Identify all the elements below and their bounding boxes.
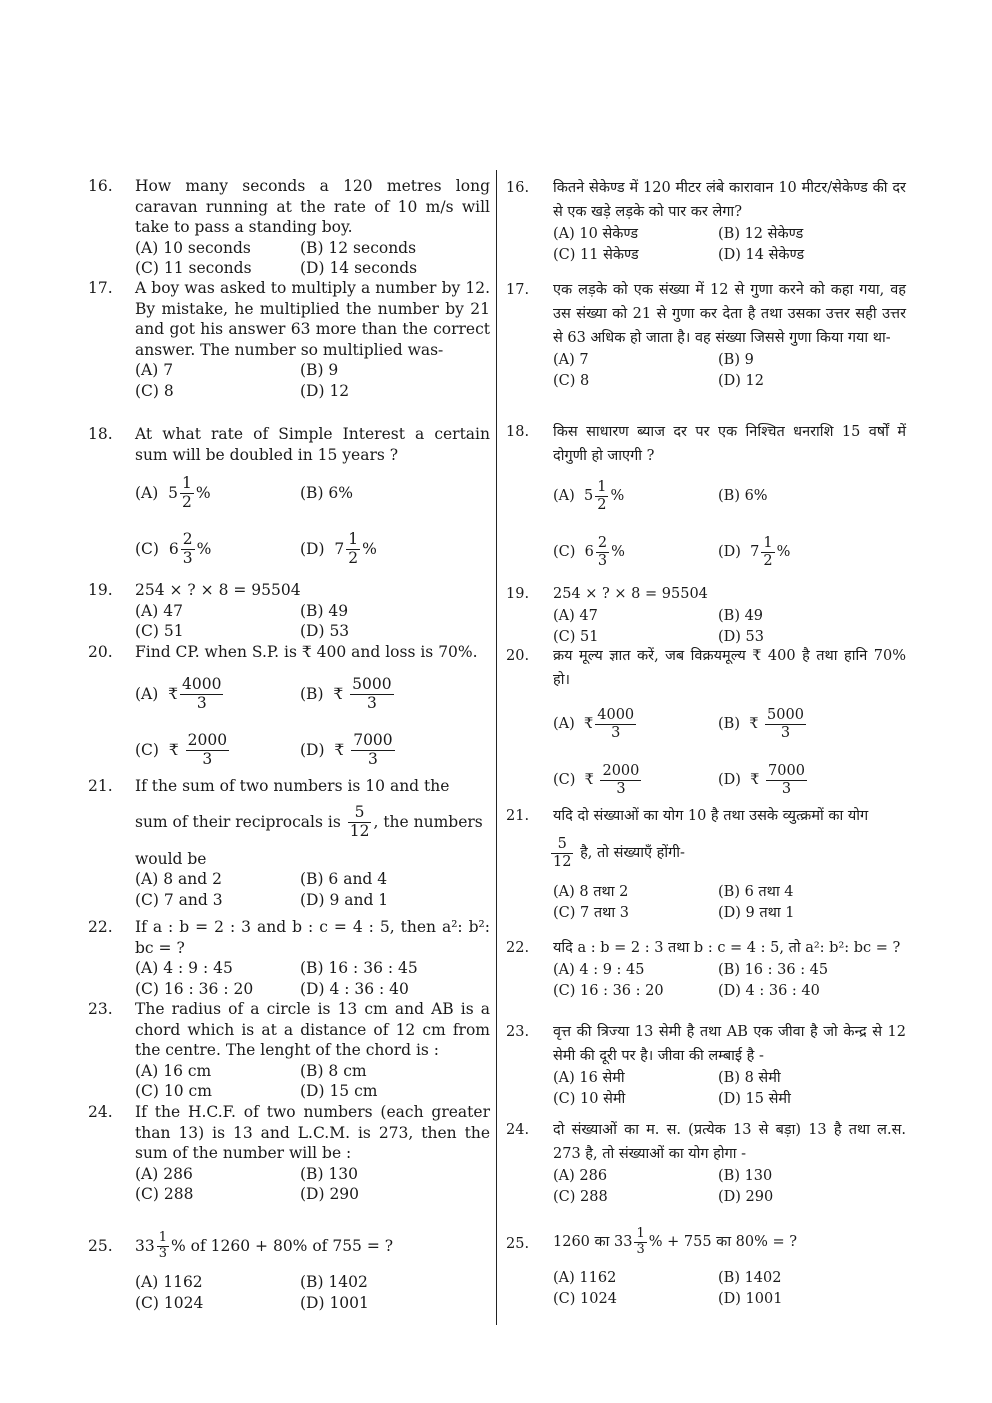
option-d: (D) 15 सेमी [718, 1091, 791, 1107]
options [553, 1166, 906, 1208]
question-number: 20. [506, 648, 530, 664]
question-number: 25. [506, 1236, 530, 1252]
question-text: 1260 का 33 $\frac{1}{3}$ % + 755 का 80% = ? [553, 1225, 798, 1257]
question-17 [88, 278, 490, 424]
options [553, 960, 906, 1002]
question-number: 23. [88, 1000, 113, 1018]
question-number: 24. [88, 1103, 113, 1121]
options [135, 1061, 490, 1102]
question-24 [88, 1102, 490, 1224]
option-a: (A) 10 सेकेण्ड [553, 226, 639, 242]
fraction: $\frac{4000}{3}$ [597, 706, 635, 741]
question-number: 22. [506, 940, 530, 956]
fraction: $\frac{1}{2}$ [182, 473, 192, 511]
option-b: (B) 9 [300, 361, 339, 379]
question-18-hi [506, 420, 906, 582]
option-d: (D) 53 [300, 622, 350, 640]
options [553, 1068, 906, 1110]
question-text: 33 $\frac{1}{3}$ % of 1260 + 80% of 755 = ? [135, 1229, 394, 1261]
option-c: (C) 8 [553, 373, 590, 389]
fraction: $\frac{2000}{3}$ [187, 731, 228, 768]
option-c: (C) 10 सेमी [553, 1091, 626, 1107]
fraction: $\frac{1}{2}$ [597, 478, 607, 513]
options [135, 465, 490, 577]
question-text-line2: $\frac{5}{12}$ है, तो संख्याएँ होंगी- [553, 835, 685, 870]
option-c: (C) 16 : 36 : 20 [135, 979, 254, 998]
question-number: 16. [88, 177, 113, 195]
question-number: 21. [506, 808, 530, 824]
fraction: $\frac{7000}{3}$ [353, 731, 393, 768]
question-19-hi [506, 582, 906, 644]
fraction: $\frac{5000}{3}$ [352, 675, 392, 712]
option-c: (C) 11 सेकेण्ड [553, 247, 639, 263]
option-c: (C) 1024 [553, 1291, 617, 1307]
options [553, 224, 906, 266]
options [135, 667, 490, 779]
option-b: (B) 130 [300, 1164, 358, 1183]
option-d: (D) 1001 [718, 1291, 783, 1307]
option-c: (C) 288 [135, 1185, 194, 1203]
question-text-line1: यदि दो संख्याओं का योग 10 है तथा उसके व्युत्क्रमों का योग [553, 808, 869, 824]
option-b: (B) 8 cm [300, 1061, 367, 1080]
option-b: (B) 1402 [300, 1273, 368, 1291]
question-text: At what rate of Simple Interest a certain sum will be doubled in 15 years ? [135, 425, 490, 464]
fraction: $\frac{1}{3}$ [636, 1225, 645, 1257]
options [135, 601, 490, 642]
question-text: A boy was asked to multiply a number by 12. By mistake, he multiplied the number by 21 and got his answer 63 more than the correct answer. The number so multiplied was- [135, 279, 490, 359]
options [553, 882, 906, 924]
question-text: क्रय मूल्य ज्ञात करें, जब विक्रयमूल्य ₹ 400 है तथा हानि 70% हो। [553, 648, 906, 688]
option-a: (A) 47 [553, 608, 598, 624]
option-d: (D) 1001 [300, 1293, 369, 1312]
option-d: (D) 4 : 36 : 40 [300, 979, 409, 998]
option-b: (B) 6% [300, 483, 354, 502]
question-23-hi [506, 1020, 906, 1118]
question-text-line2: sum of their reciprocals is $\frac{5}{12}$ , the numbers [135, 803, 483, 840]
options [553, 350, 906, 392]
question-16-hi [506, 176, 906, 278]
option-b: (B) 8 सेमी [718, 1070, 781, 1086]
question-20 [88, 642, 490, 776]
english-column [88, 176, 490, 1313]
option-c: (C) 288 [553, 1189, 608, 1205]
question-text: If a : b = 2 : 3 and b : c = 4 : 5, then a²: b²: bc = ? [135, 918, 490, 957]
question-18 [88, 424, 490, 580]
option-c: (C) 11 seconds [135, 259, 252, 277]
option-b: (B) 6% [718, 487, 768, 504]
question-text: 254 × ? × 8 = 95504 [135, 581, 301, 599]
option-d: (D) 290 [718, 1189, 774, 1205]
question-19 [88, 580, 490, 642]
option-d: (D) 14 seconds [300, 259, 418, 277]
question-21 [88, 776, 490, 917]
option-a: (A) ₹ $\frac{4000}{3}$ [135, 675, 222, 712]
fraction: $\frac{2}{3}$ [597, 534, 608, 569]
fraction: $\frac{2}{3}$ [182, 529, 193, 567]
question-number: 19. [88, 581, 113, 599]
option-a: (A) 286 [553, 1168, 608, 1184]
options [135, 958, 490, 999]
option-a: (A) 7 [553, 352, 589, 368]
question-text: How many seconds a 120 metres long caravan running at the rate of 10 m/s will take to pass a standing boy. [135, 177, 490, 236]
question-25 [88, 1224, 490, 1313]
option-d: (D) 12 [300, 381, 350, 400]
fraction: $\frac{5}{12}$ [553, 835, 572, 870]
option-d: (D) ₹ $\frac{7000}{3}$ [300, 731, 393, 768]
option-d: (D) 9 तथा 1 [718, 905, 795, 921]
option-c: (C) 51 [135, 622, 184, 640]
fraction: $\frac{1}{3}$ [158, 1229, 168, 1261]
question-number: 18. [88, 425, 113, 443]
question-21-hi [506, 804, 906, 936]
options [553, 468, 906, 580]
question-number: 17. [88, 279, 113, 297]
option-b: (B) 49 [718, 608, 764, 624]
options [553, 696, 906, 808]
option-d: (D) 9 and 1 [300, 890, 389, 909]
option-c: (C) 6 $\frac{2}{3}$ % [553, 534, 625, 569]
option-b: (B) 6 तथा 4 [718, 884, 794, 900]
option-a: (A) 16 cm [135, 1061, 212, 1080]
option-c: (C) 7 and 3 [135, 890, 223, 909]
fraction: $\frac{1}{2}$ [348, 529, 359, 567]
question-number: 18. [506, 424, 530, 440]
fraction: $\frac{1}{2}$ [763, 534, 773, 569]
option-d: (D) 290 [300, 1185, 360, 1203]
option-d: (D) 53 [718, 629, 764, 645]
option-a: (A) 286 [135, 1164, 193, 1183]
option-a: (A) 1162 [135, 1273, 203, 1291]
option-c: (C) ₹ $\frac{2000}{3}$ [553, 762, 640, 797]
option-d: (D) ₹ $\frac{7000}{3}$ [718, 762, 805, 797]
question-text: एक लड़के को एक संख्या में 12 से गुणा करने को कहा गया, वह उस संख्या को 21 से गुणा कर देता है तथा उसका उत्तर सही उत्तर से 63 अधिक हो जाता है। वह संख्या जिससे गुणा किया गया था- [553, 282, 906, 346]
options [135, 360, 490, 401]
option-c: (C) ₹ $\frac{2000}{3}$ [135, 731, 228, 768]
option-b: (B) 12 seconds [300, 238, 417, 257]
option-b: (B) ₹ $\frac{5000}{3}$ [718, 706, 804, 741]
option-c: (C) 10 cm [135, 1082, 212, 1100]
question-text: कितने सेकेण्ड में 120 मीटर लंबे कारावान 10 मीटर/सेकेण्ड की दर से एक खड़े लड़के को पार कर लेगा? [553, 180, 906, 220]
option-b: (B) 9 [718, 352, 754, 368]
option-a: (A) 5 $\frac{1}{2}$ % [553, 478, 625, 513]
question-number: 20. [88, 643, 113, 661]
options [553, 606, 906, 648]
question-number: 16. [506, 180, 530, 196]
column-divider [496, 170, 497, 1325]
option-a: (A) 5 $\frac{1}{2}$ % [135, 473, 211, 511]
option-b: (B) 1402 [718, 1270, 782, 1286]
option-a: (A) 8 तथा 2 [553, 884, 629, 900]
option-d: (D) 7 $\frac{1}{2}$ % [300, 529, 377, 567]
question-23 [88, 999, 490, 1102]
question-number: 17. [506, 282, 530, 298]
options [553, 1268, 906, 1310]
option-a: (A) 4 : 9 : 45 [553, 962, 645, 978]
question-number: 22. [88, 918, 113, 936]
question-number: 24. [506, 1122, 530, 1138]
option-c: (C) 6 $\frac{2}{3}$ % [135, 529, 212, 567]
option-c: (C) 16 : 36 : 20 [553, 983, 664, 999]
option-c: (C) 8 [135, 381, 174, 400]
fraction: $\frac{5000}{3}$ [767, 706, 804, 741]
option-d: (D) 12 [718, 373, 764, 389]
question-number: 25. [88, 1237, 113, 1255]
question-text: यदि a : b = 2 : 3 तथा b : c = 4 : 5, तो a²: b²: bc = ? [553, 940, 901, 956]
question-text: The radius of a circle is 13 cm and AB is a chord which is at a distance of 12 cm from the centre. The lenght of the chord is : [135, 1000, 490, 1059]
option-b: (B) 6 and 4 [300, 870, 388, 888]
question-25-hi [506, 1220, 906, 1310]
question-number: 23. [506, 1024, 530, 1040]
fraction: $\frac{7000}{3}$ [768, 762, 805, 797]
options [135, 1164, 490, 1205]
fraction: $\frac{5}{12}$ [349, 803, 370, 840]
option-d: (D) 4 : 36 : 40 [718, 983, 820, 999]
question-16 [88, 176, 490, 278]
question-text-line1: If the sum of two numbers is 10 and the [135, 777, 450, 795]
question-24-hi [506, 1118, 906, 1220]
question-20-hi [506, 644, 906, 804]
option-b: (B) 16 : 36 : 45 [300, 959, 418, 977]
option-c: (C) 1024 [135, 1293, 204, 1312]
option-a: (A) 8 and 2 [135, 870, 222, 888]
question-22 [88, 917, 490, 999]
question-text: 254 × ? × 8 = 95504 [553, 586, 708, 602]
options [135, 1272, 490, 1313]
option-b: (B) 49 [300, 601, 349, 620]
option-a: (A) 7 [135, 361, 174, 379]
option-c: (C) 51 [553, 629, 599, 645]
option-b: (B) 12 सेकेण्ड [718, 226, 804, 242]
question-text: किस साधारण ब्याज दर पर एक निश्चित धनराशि 15 वर्षों में दोगुणी हो जाएगी ? [553, 424, 906, 464]
option-a: (A) 4 : 9 : 45 [135, 959, 233, 977]
option-a: (A) 47 [135, 601, 183, 620]
options [135, 238, 490, 279]
question-17-hi [506, 278, 906, 420]
option-a: (A) ₹ $\frac{4000}{3}$ [553, 706, 635, 741]
question-text-line3: would be [135, 849, 207, 868]
option-b: (B) 16 : 36 : 45 [718, 962, 829, 978]
question-number: 19. [506, 586, 530, 602]
question-text: दो संख्याओं का म. स. (प्रत्येक 13 से बड़ा) 13 है तथा ल.स. 273 है, तो संख्याओं का योग होगा - [553, 1122, 906, 1162]
question-text: Find CP. when S.P. is ₹ 400 and loss is 70%. [135, 643, 478, 661]
hindi-column [506, 176, 906, 1310]
question-number: 21. [88, 777, 113, 795]
option-a: (A) 16 सेमी [553, 1070, 625, 1086]
question-text: वृत्त की त्रिज्या 13 सेमी है तथा AB एक जीवा है जो केन्द्र से 12 सेमी की दूरी पर है। जीवा की लम्बाई है - [553, 1024, 906, 1064]
option-c: (C) 7 तथा 3 [553, 905, 629, 921]
fraction: $\frac{4000}{3}$ [182, 675, 222, 712]
option-a: (A) 10 seconds [135, 238, 251, 257]
options [135, 869, 490, 910]
option-d: (D) 7 $\frac{1}{2}$ % [718, 534, 791, 569]
question-text: If the H.C.F. of two numbers (each greater than 13) is 13 and L.C.M. is 273, then the sum of the number will be : [135, 1103, 490, 1162]
option-d: (D) 14 सेकेण्ड [718, 247, 805, 263]
option-b: (B) 130 [718, 1168, 773, 1184]
question-22-hi [506, 936, 906, 1020]
fraction: $\frac{2000}{3}$ [602, 762, 640, 797]
option-d: (D) 15 cm [300, 1082, 378, 1100]
option-b: (B) ₹ $\frac{5000}{3}$ [300, 675, 392, 712]
option-a: (A) 1162 [553, 1270, 617, 1286]
